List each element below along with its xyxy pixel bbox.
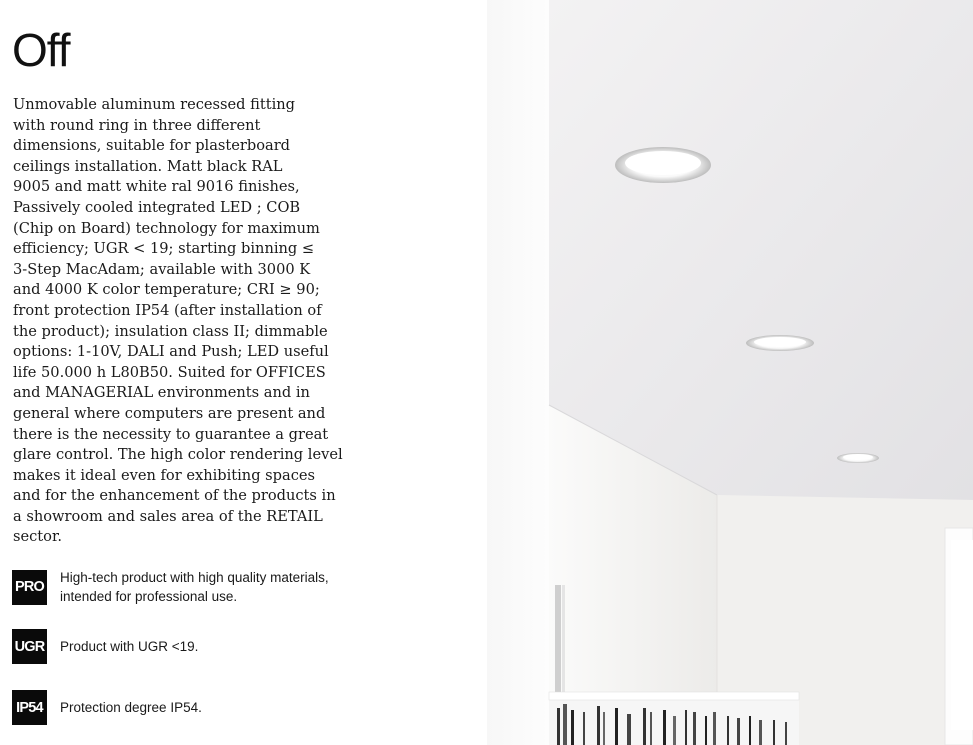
description-line: dimensions, suitable for plasterboard [13, 137, 291, 155]
description-line: the product); insulation class II; dimmable [13, 322, 328, 340]
ceiling-plane [549, 0, 973, 500]
description-line: glare control. The high color rendering level [13, 446, 343, 464]
bookshelf [549, 692, 799, 745]
description-line: there is the necessity to guarantee a great [13, 425, 329, 443]
badge-row-ugr [12, 629, 360, 664]
description-line: a showroom and sales area of the RETAIL [13, 507, 323, 525]
badge-description-line: Protection degree IP54. [60, 700, 202, 715]
badge-description [60, 637, 360, 656]
description-line: ceilings installation. Matt black RAL [13, 157, 283, 175]
downlight-3 [837, 453, 879, 463]
description-line: 9005 and matt white ral 9016 finishes, [13, 178, 300, 196]
description-line: makes it ideal even for exhibiting spaces [13, 466, 316, 484]
window [945, 528, 973, 745]
description-line: general where computers are present and [13, 404, 326, 422]
description-line: and 4000 K color temperature; CRI ≥ 90; [13, 281, 320, 299]
badge-description [60, 698, 360, 717]
description-line: (Chip on Board) technology for maximum [13, 219, 320, 237]
description-line: and MANAGERIAL environments and in [13, 384, 310, 402]
product-title: Off [12, 24, 70, 76]
ceiling-scene-illustration [487, 0, 973, 745]
downlight-2 [746, 335, 814, 351]
badge-description-line: intended for professional use. [60, 589, 238, 604]
description-line: with round ring in three different [13, 116, 261, 134]
ip54-badge-icon: IP54 [12, 690, 47, 725]
description-line: 3-Step MacAdam; available with 3000 K [13, 260, 311, 278]
ugr-badge-icon: UGR [12, 629, 47, 664]
description-line: and for the enhancement of the products in [13, 487, 336, 505]
product-description [13, 95, 373, 548]
badge-description [60, 568, 360, 606]
floor-lamp-pole [555, 585, 565, 695]
badge-description-line: High-tech product with high quality materials, [60, 570, 329, 585]
badge-row-ip54 [12, 690, 360, 725]
window-pane [951, 540, 973, 730]
description-line: front protection IP54 (after installation of [13, 301, 322, 319]
downlight-1 [615, 147, 711, 183]
product-photo [487, 0, 973, 745]
left-wall [487, 0, 549, 745]
description-line: life 50.000 h L80B50. Suited for OFFICES [13, 363, 326, 381]
pro-badge-icon: PRO [12, 570, 47, 605]
description-line: options: 1-10V, DALI and Push; LED useful [13, 343, 329, 361]
description-line: Unmovable aluminum recessed fitting [13, 96, 295, 113]
description-line: sector. [13, 528, 62, 546]
badge-row-pro [12, 568, 360, 606]
description-line: Passively cooled integrated LED ; COB [13, 198, 301, 216]
description-line: efficiency; UGR < 19; starting binning ≤ [13, 240, 315, 258]
badge-description-line: Product with UGR <19. [60, 639, 199, 654]
